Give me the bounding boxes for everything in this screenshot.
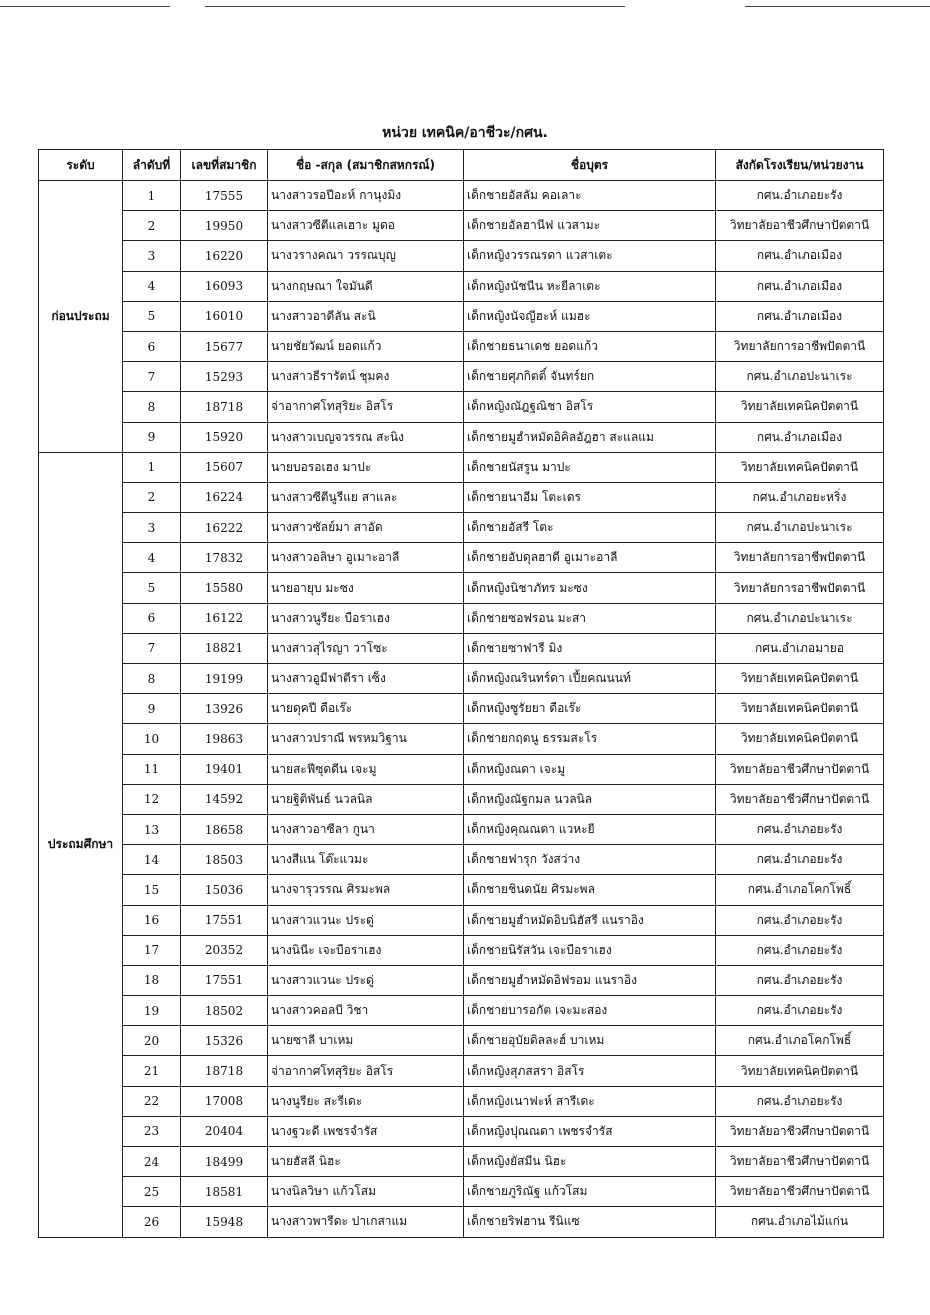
order-cell: 2	[123, 482, 181, 512]
order-cell: 8	[123, 392, 181, 422]
member-name-cell: นางสาวคอลบี วิชา	[268, 996, 464, 1026]
school-cell: วิทยาลัยการอาชีพปัตตานี	[716, 543, 884, 573]
member-id-cell: 18499	[181, 1147, 268, 1177]
header-school: สังกัดโรงเรียน/หน่วยงาน	[716, 150, 884, 181]
order-cell: 5	[123, 573, 181, 603]
scan-edge-line	[205, 6, 625, 7]
table-row	[39, 965, 884, 995]
child-name-cell: เด็กหญิงยัสมีน นิฮะ	[464, 1147, 716, 1177]
member-name-cell: นายฮัสลี นิฮะ	[268, 1147, 464, 1177]
member-id-cell: 16220	[181, 241, 268, 271]
child-name-cell: เด็กชายบารอกัต เจะมะสอง	[464, 996, 716, 1026]
child-name-cell: เด็กหญิงสุภสสรา อิสโร	[464, 1056, 716, 1086]
school-cell: วิทยาลัยอาชีวศึกษาปัตตานี	[716, 1147, 884, 1177]
member-name-cell: นางสาวแวนะ ประดู่	[268, 965, 464, 995]
table-row	[39, 664, 884, 694]
order-cell: 26	[123, 1207, 181, 1237]
child-name-cell: เด็กชายมูฮำหมัดอิฟรอม แนราอิง	[464, 965, 716, 995]
school-cell: กศน.อำเภอปะนาเระ	[716, 362, 884, 392]
order-cell: 4	[123, 271, 181, 301]
table-row	[39, 754, 884, 784]
table-row	[39, 875, 884, 905]
child-name-cell: เด็กชายอับดุลฮาดี อูเมาะอาลี	[464, 543, 716, 573]
member-name-cell: นางสาวอูมีฟาตีรา เซ็ง	[268, 664, 464, 694]
child-name-cell: เด็กหญิงนิชาภัทร มะซง	[464, 573, 716, 603]
level-cell: ก่อนประถม	[39, 181, 123, 453]
order-cell: 3	[123, 241, 181, 271]
table-row	[39, 301, 884, 331]
table-row	[39, 1207, 884, 1237]
member-name-cell: นายดุคปี ดือเร๊ะ	[268, 694, 464, 724]
child-name-cell: เด็กชายชินดนัย ศิรมะพล	[464, 875, 716, 905]
child-name-cell: เด็กหญิงนัชนีน หะยีลาเตะ	[464, 271, 716, 301]
order-cell: 11	[123, 754, 181, 784]
table-row	[39, 1056, 884, 1086]
table-row	[39, 362, 884, 392]
order-cell: 25	[123, 1177, 181, 1207]
child-name-cell: เด็กชายอุบัยดิลละฮ์ บาเหม	[464, 1026, 716, 1056]
order-cell: 1	[123, 181, 181, 211]
order-cell: 20	[123, 1026, 181, 1056]
member-id-cell: 16010	[181, 301, 268, 331]
school-cell: กศน.อำเภอยะหริ่ง	[716, 482, 884, 512]
table-header-row	[39, 150, 884, 181]
member-name-cell: นายฐิติพันธ์ นวลนิล	[268, 784, 464, 814]
child-name-cell: เด็กชายนาอีม โตะเดร	[464, 482, 716, 512]
member-name-cell: นางสาวอลิษา อูเมาะอาลี	[268, 543, 464, 573]
order-cell: 15	[123, 875, 181, 905]
school-cell: กศน.อำเภอยะรัง	[716, 905, 884, 935]
order-cell: 18	[123, 965, 181, 995]
member-name-cell: นางนิลวิษา แก้วโสม	[268, 1177, 464, 1207]
header-member-id: เลขที่สมาชิก	[181, 150, 268, 181]
order-cell: 5	[123, 301, 181, 331]
child-name-cell: เด็กชายอัลฮานีฟ แวสามะ	[464, 211, 716, 241]
child-name-cell: เด็กหญิงคุณณดา แวหะยี	[464, 814, 716, 844]
table-row	[39, 1086, 884, 1116]
child-name-cell: เด็กชายศุภกิตติ์ จันทร์ยก	[464, 362, 716, 392]
member-name-cell: จ่าอากาศโทสุริยะ อิสโร	[268, 1056, 464, 1086]
table-row	[39, 784, 884, 814]
school-cell: กศน.อำเภอยะรัง	[716, 965, 884, 995]
member-id-cell: 16122	[181, 603, 268, 633]
member-name-cell: นางสาวเบญจวรรณ สะนิง	[268, 422, 464, 452]
member-children-table	[38, 149, 884, 1238]
order-cell: 9	[123, 422, 181, 452]
scan-edge-line	[0, 6, 170, 7]
member-id-cell: 15948	[181, 1207, 268, 1237]
child-name-cell: เด็กหญิงนัจญีฮะห์ แมฮะ	[464, 301, 716, 331]
table-row	[39, 1147, 884, 1177]
child-name-cell: เด็กหญิงซูรัยยา ดือเร๊ะ	[464, 694, 716, 724]
member-id-cell: 19950	[181, 211, 268, 241]
member-id-cell: 18658	[181, 814, 268, 844]
child-name-cell: เด็กชายมูฮำหมัดอิบนิฮัสรี แนราอิง	[464, 905, 716, 935]
header-order: ลำดับที่	[123, 150, 181, 181]
table-row	[39, 573, 884, 603]
table-row	[39, 845, 884, 875]
school-cell: กศน.อำเภอมายอ	[716, 633, 884, 663]
order-cell: 1	[123, 452, 181, 482]
member-name-cell: นางสาวซีตีนูรีแย สาและ	[268, 482, 464, 512]
member-id-cell: 17551	[181, 965, 268, 995]
table-row	[39, 1177, 884, 1207]
child-name-cell: เด็กชายนิรัสวัน เจะบือราเฮง	[464, 935, 716, 965]
school-cell: กศน.อำเภอเมือง	[716, 241, 884, 271]
child-name-cell: เด็กชายกฤตนู ธรรมสะโร	[464, 724, 716, 754]
member-id-cell: 18718	[181, 392, 268, 422]
member-id-cell: 19199	[181, 664, 268, 694]
child-name-cell: เด็กชายภูริณัฐ แก้วโสม	[464, 1177, 716, 1207]
child-name-cell: เด็กหญิงปุณณดา เพชรจำรัส	[464, 1116, 716, 1146]
member-id-cell: 18502	[181, 996, 268, 1026]
child-name-cell: เด็กชายนัสรูน มาปะ	[464, 452, 716, 482]
member-name-cell: นางสีแน โต๊ะแวมะ	[268, 845, 464, 875]
table-row	[39, 271, 884, 301]
member-name-cell: นางวรางคณา วรรณบุญ	[268, 241, 464, 271]
school-cell: วิทยาลัยการอาชีพปัตตานี	[716, 331, 884, 361]
member-name-cell: นายชัยวัฒน์ ยอดแก้ว	[268, 331, 464, 361]
member-id-cell: 13926	[181, 694, 268, 724]
table-row	[39, 694, 884, 724]
school-cell: วิทยาลัยอาชีวศึกษาปัตตานี	[716, 211, 884, 241]
order-cell: 19	[123, 996, 181, 1026]
order-cell: 4	[123, 543, 181, 573]
school-cell: กศน.อำเภอปะนาเระ	[716, 513, 884, 543]
member-name-cell: นางสาวรอปีอะห์ กานุงมิง	[268, 181, 464, 211]
order-cell: 14	[123, 845, 181, 875]
school-cell: วิทยาลัยอาชีวศึกษาปัตตานี	[716, 784, 884, 814]
table-row	[39, 331, 884, 361]
school-cell: วิทยาลัยเทคนิคปัตตานี	[716, 452, 884, 482]
table-row	[39, 905, 884, 935]
child-name-cell: เด็กชายซอฟรอน มะสา	[464, 603, 716, 633]
member-name-cell: นางสาวสุไรญา วาโซะ	[268, 633, 464, 663]
member-id-cell: 16224	[181, 482, 268, 512]
table-row	[39, 513, 884, 543]
member-name-cell: นางสาวนูรียะ บือราเฮง	[268, 603, 464, 633]
member-id-cell: 18718	[181, 1056, 268, 1086]
member-name-cell: นางจารุวรรณ ศิรมะพล	[268, 875, 464, 905]
order-cell: 12	[123, 784, 181, 814]
member-id-cell: 18821	[181, 633, 268, 663]
table-row	[39, 211, 884, 241]
order-cell: 6	[123, 603, 181, 633]
member-id-cell: 19863	[181, 724, 268, 754]
table-row	[39, 422, 884, 452]
child-name-cell: เด็กหญิงณดา เจะมู	[464, 754, 716, 784]
member-id-cell: 15677	[181, 331, 268, 361]
school-cell: วิทยาลัยการอาชีพปัตตานี	[716, 573, 884, 603]
member-id-cell: 16222	[181, 513, 268, 543]
school-cell: กศน.อำเภอยะรัง	[716, 181, 884, 211]
member-name-cell: จ่าอากาศโทสุริยะ อิสโร	[268, 392, 464, 422]
member-id-cell: 17555	[181, 181, 268, 211]
school-cell: วิทยาลัยเทคนิคปัตตานี	[716, 392, 884, 422]
child-name-cell: เด็กหญิงณัฐกมล นวลนิล	[464, 784, 716, 814]
member-id-cell: 15580	[181, 573, 268, 603]
member-id-cell: 17832	[181, 543, 268, 573]
table-row	[39, 482, 884, 512]
table-row	[39, 724, 884, 754]
school-cell: วิทยาลัยเทคนิคปัตตานี	[716, 694, 884, 724]
scan-edge-line	[745, 6, 930, 7]
child-name-cell: เด็กชายซาฟารี มิง	[464, 633, 716, 663]
member-id-cell: 17008	[181, 1086, 268, 1116]
child-name-cell: เด็กชายฟารุก วังสว่าง	[464, 845, 716, 875]
table-row	[39, 1026, 884, 1056]
order-cell: 3	[123, 513, 181, 543]
table-row	[39, 543, 884, 573]
member-name-cell: นางสาวอาซีลา กูนา	[268, 814, 464, 844]
school-cell: กศน.อำเภอโคกโพธิ์	[716, 875, 884, 905]
school-cell: วิทยาลัยอาชีวศึกษาปัตตานี	[716, 1116, 884, 1146]
member-name-cell: นางสาวปราณี พรหมวิฐาน	[268, 724, 464, 754]
header-child-name: ชื่อบุตร	[464, 150, 716, 181]
school-cell: กศน.อำเภอเมือง	[716, 271, 884, 301]
order-cell: 24	[123, 1147, 181, 1177]
member-id-cell: 20352	[181, 935, 268, 965]
order-cell: 23	[123, 1116, 181, 1146]
table-row	[39, 935, 884, 965]
school-cell: วิทยาลัยเทคนิคปัตตานี	[716, 724, 884, 754]
page-title: หน่วย เทคนิค/อาชีวะ/กศน.	[382, 125, 548, 141]
member-name-cell: นางสาวซัลย์มา สาอัด	[268, 513, 464, 543]
level-cell: ประถมศึกษา	[39, 452, 123, 1237]
member-id-cell: 18581	[181, 1177, 268, 1207]
member-id-cell: 20404	[181, 1116, 268, 1146]
child-name-cell: เด็กชายริฟฮาน รีนิแซ	[464, 1207, 716, 1237]
order-cell: 10	[123, 724, 181, 754]
member-name-cell: นายสะฟีซุดดีน เจะมู	[268, 754, 464, 784]
school-cell: กศน.อำเภอยะรัง	[716, 814, 884, 844]
member-name-cell: นางสาวซีตีแลเฮาะ มูดอ	[268, 211, 464, 241]
member-name-cell: นางนินีะ เจะบือราเฮง	[268, 935, 464, 965]
child-name-cell: เด็กชายอัสรี โตะ	[464, 513, 716, 543]
member-id-cell: 16093	[181, 271, 268, 301]
child-name-cell: เด็กหญิงเนาฟะห์ สารีเดะ	[464, 1086, 716, 1116]
member-id-cell: 14592	[181, 784, 268, 814]
order-cell: 8	[123, 664, 181, 694]
child-name-cell: เด็กชายมูฮำหมัดอิคิลอัฎฮา สะแลแม	[464, 422, 716, 452]
order-cell: 2	[123, 211, 181, 241]
table-row	[39, 181, 884, 211]
child-name-cell: เด็กหญิงวรรณรดา แวสาเตะ	[464, 241, 716, 271]
school-cell: กศน.อำเภอยะรัง	[716, 1086, 884, 1116]
school-cell: กศน.อำเภอยะรัง	[716, 935, 884, 965]
member-name-cell: นางสาวธีรารัตน์ ชุมคง	[268, 362, 464, 392]
order-cell: 21	[123, 1056, 181, 1086]
child-name-cell: เด็กหญิงณัฎฐณิชา อิสโร	[464, 392, 716, 422]
member-id-cell: 15293	[181, 362, 268, 392]
order-cell: 13	[123, 814, 181, 844]
member-id-cell: 18503	[181, 845, 268, 875]
order-cell: 7	[123, 362, 181, 392]
school-cell: กศน.อำเภอยะรัง	[716, 996, 884, 1026]
order-cell: 17	[123, 935, 181, 965]
member-id-cell: 15326	[181, 1026, 268, 1056]
member-name-cell: นางนูรียะ สะรีเดะ	[268, 1086, 464, 1116]
member-id-cell: 15036	[181, 875, 268, 905]
school-cell: กศน.อำเภอโคกโพธิ์	[716, 1026, 884, 1056]
order-cell: 16	[123, 905, 181, 935]
school-cell: วิทยาลัยเทคนิคปัตตานี	[716, 1056, 884, 1086]
table-row	[39, 452, 884, 482]
table-row	[39, 1116, 884, 1146]
order-cell: 6	[123, 331, 181, 361]
member-id-cell: 19401	[181, 754, 268, 784]
member-name-cell: นายบอรอเฮง มาปะ	[268, 452, 464, 482]
table-row	[39, 603, 884, 633]
member-id-cell: 15607	[181, 452, 268, 482]
member-name-cell: นายอายุบ มะซง	[268, 573, 464, 603]
child-name-cell: เด็กชายอัสลัม คอเลาะ	[464, 181, 716, 211]
school-cell: วิทยาลัยเทคนิคปัตตานี	[716, 664, 884, 694]
order-cell: 7	[123, 633, 181, 663]
member-name-cell: นางสาวอาดีลัน สะนิ	[268, 301, 464, 331]
school-cell: กศน.อำเภอปะนาเระ	[716, 603, 884, 633]
child-name-cell: เด็กหญิงณรินทร์ดา เปี้ยคณนนท์	[464, 664, 716, 694]
school-cell: กศน.อำเภอยะรัง	[716, 845, 884, 875]
school-cell: วิทยาลัยอาชีวศึกษาปัตตานี	[716, 754, 884, 784]
member-name-cell: นายซาลี บาเหม	[268, 1026, 464, 1056]
child-name-cell: เด็กชายธนาเดช ยอดแก้ว	[464, 331, 716, 361]
member-id-cell: 15920	[181, 422, 268, 452]
order-cell: 22	[123, 1086, 181, 1116]
table-row	[39, 241, 884, 271]
table-row	[39, 633, 884, 663]
member-name-cell: นางสาวแวนะ ประดู่	[268, 905, 464, 935]
member-id-cell: 17551	[181, 905, 268, 935]
school-cell: กศน.อำเภอเมือง	[716, 301, 884, 331]
member-name-cell: นางกฤษณา ใจมันดี	[268, 271, 464, 301]
school-cell: กศน.อำเภอเมือง	[716, 422, 884, 452]
header-member-name: ชื่อ -สกุล (สมาชิกสหกรณ์)	[268, 150, 464, 181]
school-cell: กศน.อำเภอไม้แก่น	[716, 1207, 884, 1237]
member-name-cell: นางสาวพารีดะ ปาเกสาแม	[268, 1207, 464, 1237]
table-row	[39, 814, 884, 844]
school-cell: วิทยาลัยอาชีวศึกษาปัตตานี	[716, 1177, 884, 1207]
table-row	[39, 392, 884, 422]
member-name-cell: นางฐวะดี เพชรจำรัส	[268, 1116, 464, 1146]
order-cell: 9	[123, 694, 181, 724]
header-level: ระดับ	[39, 150, 123, 181]
table-row	[39, 996, 884, 1026]
